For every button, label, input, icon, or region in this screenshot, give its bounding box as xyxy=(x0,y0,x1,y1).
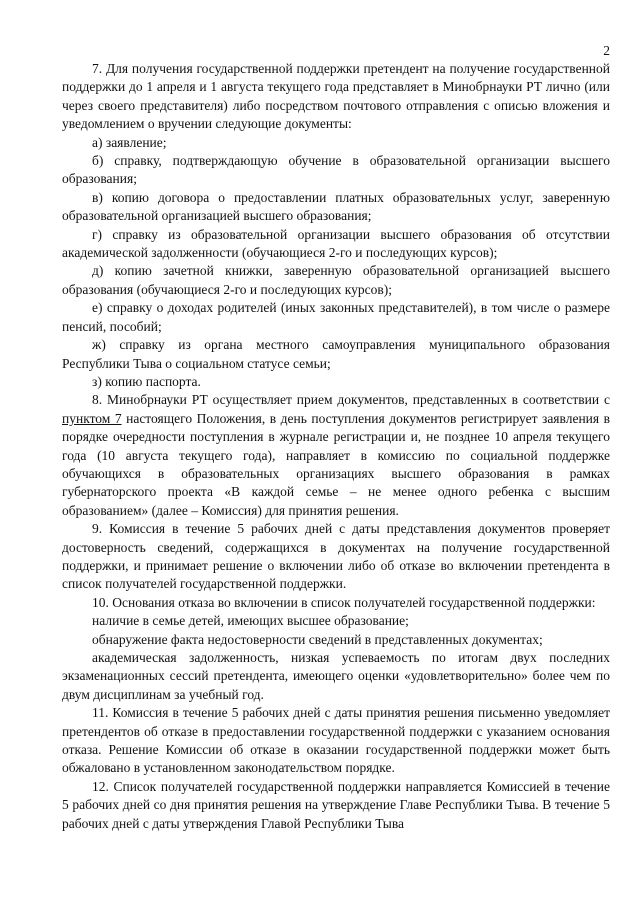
paragraph-10: 10. Основания отказа во включении в список получателей государственной поддержки: xyxy=(92,594,596,610)
paragraph-8-after: настоящего Положения, в день поступления документов регистрирует заявления в порядке очередности поступления в журнале регистрации и, не позднее 10 апреля текущего года (10 августа текущего года), направляет в комиссию по социальной поддержке обучающихся в образовательных организациях высшего образования в рамках губернаторского проекта «В каждой семье – не менее одного ребенка с высшим образованием» (далее – Комиссия) для принятия решения. xyxy=(62,410,610,518)
paragraph-10a: наличие в семье детей, имеющих высшее образование; xyxy=(92,613,409,629)
paragraph-7c: в) копию договора о предоставлении платных образовательных услуг, заверенную образовательной организацией высшего образования; xyxy=(62,189,610,224)
paragraph-7e: д) копию зачетной книжки, заверенную образовательной организацией высшего образования (обучающиеся 2-го и последующих курсов); xyxy=(62,263,610,297)
paragraph-10b: обнаружение факта недостоверности сведений в представленных документах; xyxy=(92,631,543,647)
paragraph-7g: ж) справку из органа местного самоуправления муниципального образования Республики Тыва о социальном статусе семьи; xyxy=(62,337,610,371)
page-number: 2 xyxy=(603,43,610,58)
paragraph-8-before: 8. Минобрнауки РТ осуществляет прием документов, представленных в соответствии с xyxy=(92,392,610,408)
paragraph-12: 12. Список получателей государственной поддержки направляется Комиссией в течение 5 рабочих дней со дня принятия решения на утверждение Главе Республики Тыва. В течение 5 рабочих дней с даты утверждения Главой Республики Тыва xyxy=(62,778,610,831)
document-body xyxy=(62,60,610,833)
point-7-link[interactable]: пунктом 7 xyxy=(62,410,122,426)
paragraph-8 xyxy=(62,391,610,520)
paragraph-10c: академическая задолженность, низкая успеваемость по итогам двух последних экзаменационных сессий претендента, имеющего оценки «удовлетворительно» более чем по двум дисциплинам за учебный год. xyxy=(62,650,610,702)
paragraph-11: 11. Комиссия в течение 5 рабочих дней с даты принятия решения письменно уведомляет претендентов об отказе в предоставлении государственной поддержки с указанием основания отказа. Решение Комиссии об отказе в оказании государственной поддержки может быть обжаловано в установленном законодательством порядке. xyxy=(62,705,610,776)
paragraph-9: 9. Комиссия в течение 5 рабочих дней с даты представления документов проверяет достоверность сведений, содержащихся в документах на получение государственной поддержки, и принимает решение о включении либо об отказе во включении претендента в список получателей государственной поддержки. xyxy=(62,521,610,592)
paragraph-7h: з) копию паспорта. xyxy=(92,373,201,389)
paragraph-7a: а) заявление; xyxy=(92,134,167,150)
paragraph-7b: б) справку, подтверждающую обучение в образовательной организации высшего образования; xyxy=(62,153,610,187)
paragraph-7d: г) справку из образовательной организации высшего образования об отсутствии академической задолженности (обучающиеся 2-го и последующих курсов); xyxy=(62,226,610,261)
paragraph-7f: е) справку о доходах родителей (иных законных представителей), в том числе о размере пенсий, пособий; xyxy=(62,300,610,334)
paragraph-7: 7. Для получения государственной поддержки претендент на получение государственной поддержки до 1 апреля и 1 августа текущего года представляет в Минобрнауки РТ лично (или через своего представителя) либо посредством почтового отправления с описью вложения и уведомлением о вручении следующие документы: xyxy=(62,61,610,132)
